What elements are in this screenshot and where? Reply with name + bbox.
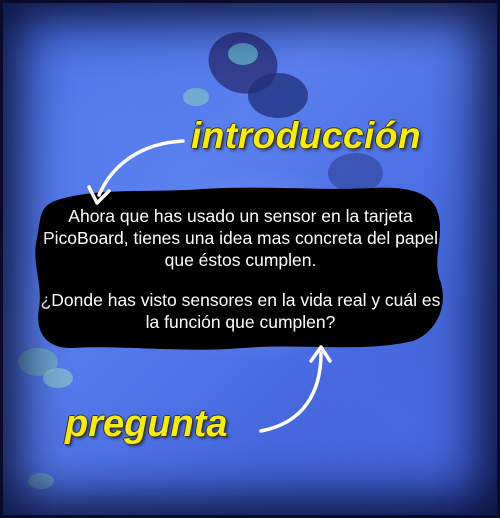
intro-label: introducción	[191, 115, 422, 156]
intro-paragraph: Ahora que has usado un sensor en la tarjeta PicoBoard, tienes una idea mas concreta del papel que éstos cumplen.	[43, 206, 438, 270]
arrow-to-intro	[89, 141, 183, 203]
arrow-to-question	[261, 347, 330, 431]
question-label: pregunta	[65, 403, 228, 445]
arrows-layer	[3, 3, 500, 518]
question-paragraph: ¿Donde has visto sensores en la vida real y cuál es la función que cumplen?	[40, 290, 441, 332]
